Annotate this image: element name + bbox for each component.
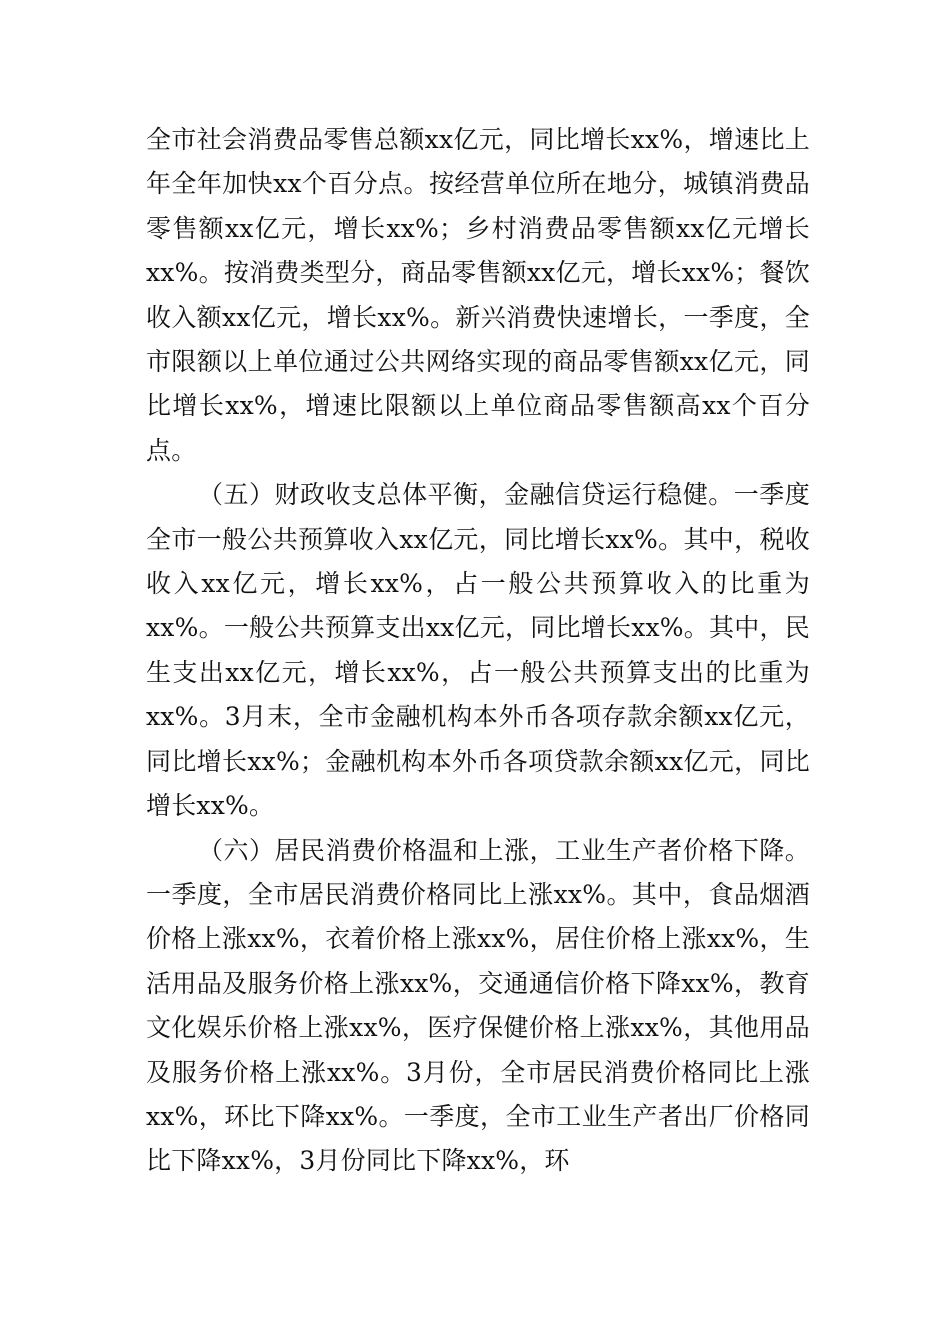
paragraph-text: 一季度，全市居民消费价格同比上涨xx%。其中，食品烟酒价格上涨xx%，衣着价格上涨xx%，居住价格上涨xx%，生活用品及服务价格上涨xx%，交通通信价格下降xx%，教育文化娱乐价格上涨xx%，医疗保健价格上涨xx%，其他用品及服务价格上涨xx%。3月份，全市居民消费价格同比上涨xx%，环比下降xx%。一季度，全市工业生产者出厂价格同比下降xx%，3月份同比下降xx%，环: [146, 879, 810, 1176]
paragraph-text: 全市社会消费品零售总额xx亿元，同比增长xx%，增速比上年全年加快xx个百分点。按经营单位所在地分，城镇消费品零售额xx亿元，增长xx%；乡村消费品零售额xx亿元增长xx%。按消费类型分，商品零售额xx亿元，增长xx%；餐饮收入额xx亿元，增长xx%。新兴消费快速增长，一季度，全市限额以上单位通过公共网络实现的商品零售额xx亿元，同比增长xx%，增速比限额以上单位商品零售额高xx个百分点。: [146, 125, 810, 465]
paragraph-retail-sales: [146, 118, 810, 473]
paragraph-prices: [146, 829, 810, 1184]
document-body: [146, 118, 810, 1184]
section-heading-fiscal: （五）财政收支总体平衡，金融信贷运行稳健。: [198, 480, 734, 510]
section-heading-prices: （六）居民消费价格温和上涨，工业生产者价格下降。: [198, 835, 810, 865]
paragraph-fiscal-finance: [146, 473, 810, 828]
paragraph-text: 一季度全市一般公共预算收入xx亿元，同比增长xx%。其中，税收收入xx亿元，增长xx%，占一般公共预算收入的比重为xx%。一般公共预算支出xx亿元，同比增长xx%。其中，民生支出xx亿元，增长xx%，占一般公共预算支出的比重为xx%。3月末，全市金融机构本外币各项存款余额xx亿元，同比增长xx%；金融机构本外币各项贷款余额xx亿元，同比增长xx%。: [146, 480, 810, 821]
